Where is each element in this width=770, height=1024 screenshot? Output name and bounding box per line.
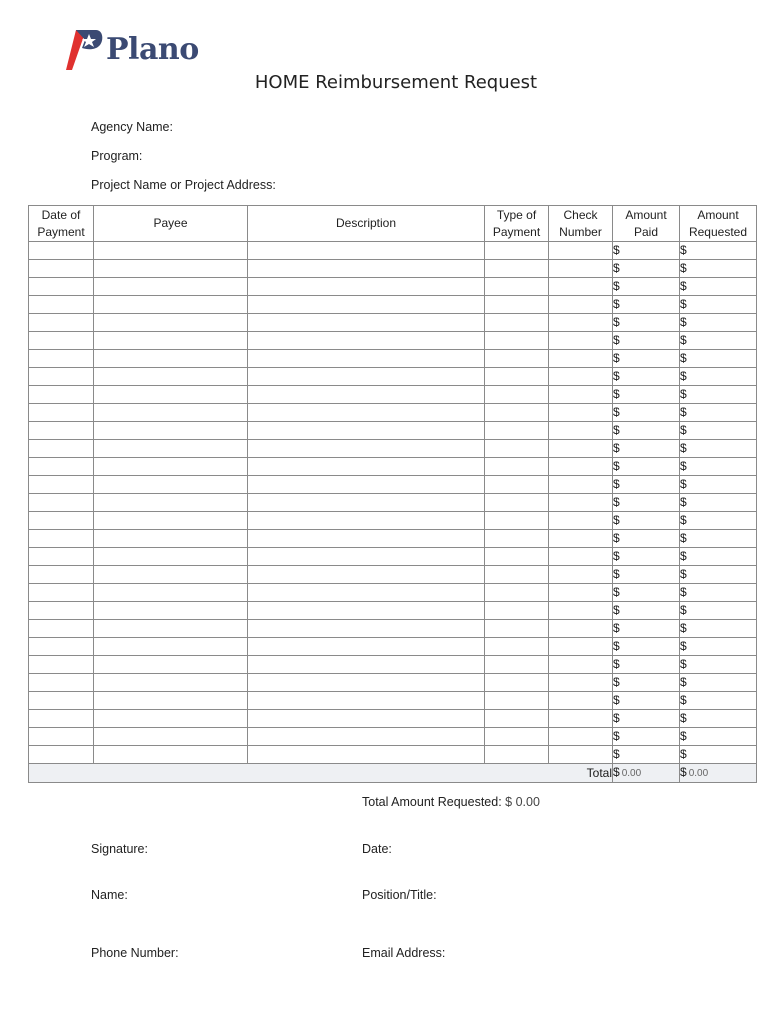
table-cell[interactable]: $ <box>680 620 757 638</box>
table-row <box>29 242 757 260</box>
table-cell[interactable] <box>485 350 549 368</box>
column-header: Type of Payment <box>485 206 549 242</box>
table-cell[interactable] <box>485 476 549 494</box>
total-row <box>29 764 757 783</box>
table-cell[interactable]: $ <box>613 440 680 458</box>
table-row <box>29 746 757 764</box>
table-row <box>29 620 757 638</box>
table-cell[interactable]: $ <box>613 674 680 692</box>
table-cell[interactable] <box>29 368 94 386</box>
table-cell[interactable] <box>549 332 613 350</box>
table-cell[interactable] <box>549 404 613 422</box>
table-cell[interactable]: $ <box>613 494 680 512</box>
table-cell[interactable] <box>29 476 94 494</box>
email-label: Email Address: <box>362 946 446 960</box>
table-cell[interactable] <box>485 458 549 476</box>
table-cell[interactable] <box>94 548 248 566</box>
table-row <box>29 278 757 296</box>
table-row <box>29 692 757 710</box>
table-cell[interactable]: $ <box>680 332 757 350</box>
table-cell[interactable] <box>29 692 94 710</box>
table-cell[interactable] <box>549 566 613 584</box>
column-header: Description <box>248 206 485 242</box>
table-cell[interactable]: $ <box>613 404 680 422</box>
table-cell[interactable]: $ <box>680 548 757 566</box>
table-cell[interactable] <box>549 260 613 278</box>
table-cell[interactable] <box>549 458 613 476</box>
table-row <box>29 350 757 368</box>
table-cell[interactable] <box>94 746 248 764</box>
signature-label: Signature: <box>91 842 148 856</box>
table-cell[interactable] <box>29 350 94 368</box>
table-cell[interactable]: $ <box>613 296 680 314</box>
table-cell[interactable] <box>29 548 94 566</box>
table-cell[interactable] <box>485 386 549 404</box>
table-cell[interactable] <box>94 602 248 620</box>
date-label: Date: <box>362 842 392 856</box>
table-cell[interactable]: $ <box>613 278 680 296</box>
table-cell[interactable]: $ <box>613 242 680 260</box>
table-row <box>29 260 757 278</box>
table-cell[interactable]: $ <box>613 512 680 530</box>
table-cell[interactable] <box>94 440 248 458</box>
column-header: Amount Paid <box>613 206 680 242</box>
table-cell[interactable] <box>549 296 613 314</box>
page-title: HOME Reimbursement Request <box>254 72 538 93</box>
table-cell[interactable] <box>94 656 248 674</box>
column-header: Amount Requested <box>680 206 757 242</box>
table-cell[interactable] <box>29 458 94 476</box>
table-cell[interactable] <box>94 566 248 584</box>
table-header-row <box>29 206 757 242</box>
column-header: Payee <box>94 206 248 242</box>
table-cell[interactable] <box>29 278 94 296</box>
table-cell[interactable] <box>485 260 549 278</box>
table-cell[interactable]: $ <box>613 548 680 566</box>
table-cell[interactable] <box>29 638 94 656</box>
table-cell[interactable]: $ <box>613 638 680 656</box>
table-cell[interactable] <box>248 350 485 368</box>
table-cell[interactable]: $ <box>680 458 757 476</box>
table-cell[interactable] <box>485 728 549 746</box>
table-cell[interactable] <box>248 260 485 278</box>
table-cell[interactable] <box>248 332 485 350</box>
table-row <box>29 710 757 728</box>
table-cell[interactable] <box>549 638 613 656</box>
table-row <box>29 476 757 494</box>
table-row <box>29 422 757 440</box>
table-cell[interactable] <box>94 476 248 494</box>
table-cell[interactable] <box>485 512 549 530</box>
table-cell[interactable] <box>248 566 485 584</box>
table-cell[interactable] <box>485 368 549 386</box>
table-cell[interactable] <box>248 404 485 422</box>
table-cell[interactable] <box>94 728 248 746</box>
table-body <box>29 242 757 764</box>
table-cell[interactable] <box>94 332 248 350</box>
table-cell[interactable] <box>248 638 485 656</box>
table-cell[interactable]: $ <box>613 332 680 350</box>
table-cell[interactable] <box>248 242 485 260</box>
table-cell[interactable]: $ <box>680 512 757 530</box>
table-cell[interactable] <box>29 296 94 314</box>
table-cell[interactable]: $ <box>680 296 757 314</box>
table-row <box>29 602 757 620</box>
table-cell[interactable] <box>549 386 613 404</box>
table-cell[interactable] <box>248 656 485 674</box>
table-cell[interactable] <box>29 332 94 350</box>
table-cell[interactable] <box>485 296 549 314</box>
table-cell[interactable]: $ <box>680 530 757 548</box>
table-cell[interactable] <box>549 602 613 620</box>
table-cell[interactable] <box>549 746 613 764</box>
table-cell[interactable] <box>29 584 94 602</box>
table-cell[interactable] <box>29 494 94 512</box>
table-cell[interactable]: $ <box>680 368 757 386</box>
table-cell[interactable] <box>94 530 248 548</box>
table-cell[interactable] <box>485 566 549 584</box>
table-row <box>29 566 757 584</box>
table-cell[interactable]: $ <box>613 314 680 332</box>
table-row <box>29 638 757 656</box>
table-cell[interactable]: $ <box>680 440 757 458</box>
table-cell[interactable] <box>29 746 94 764</box>
table-cell[interactable] <box>29 386 94 404</box>
table-cell[interactable] <box>94 350 248 368</box>
table-cell[interactable] <box>94 638 248 656</box>
table-cell[interactable] <box>94 422 248 440</box>
table-cell[interactable] <box>549 440 613 458</box>
table-cell[interactable] <box>29 602 94 620</box>
table-cell[interactable]: $ <box>613 746 680 764</box>
table-cell[interactable]: $ <box>613 566 680 584</box>
table-cell[interactable] <box>94 692 248 710</box>
total-amount-requested: $ 0.00 <box>680 764 757 783</box>
table-cell[interactable] <box>94 368 248 386</box>
table-cell[interactable] <box>29 242 94 260</box>
table-cell[interactable] <box>248 710 485 728</box>
table-cell[interactable] <box>248 674 485 692</box>
table-cell[interactable] <box>248 296 485 314</box>
table-cell[interactable]: $ <box>680 674 757 692</box>
table-cell[interactable] <box>248 620 485 638</box>
table-cell[interactable]: $ <box>613 710 680 728</box>
table-row <box>29 314 757 332</box>
program-label: Program: <box>91 149 143 163</box>
table-cell[interactable] <box>485 314 549 332</box>
logo-text: Plano <box>106 31 199 67</box>
table-cell[interactable]: $ <box>613 476 680 494</box>
table-cell[interactable] <box>248 494 485 512</box>
table-cell[interactable] <box>549 728 613 746</box>
table-cell[interactable] <box>94 296 248 314</box>
table-cell[interactable] <box>29 674 94 692</box>
table-cell[interactable]: $ <box>680 494 757 512</box>
table-cell[interactable] <box>549 620 613 638</box>
table-cell[interactable]: $ <box>613 656 680 674</box>
table-cell[interactable] <box>94 494 248 512</box>
table-cell[interactable] <box>94 278 248 296</box>
agency-name-label: Agency Name: <box>91 120 173 134</box>
table-cell[interactable] <box>248 278 485 296</box>
position-label: Position/Title: <box>362 888 437 902</box>
table-cell[interactable]: $ <box>680 386 757 404</box>
table-cell[interactable] <box>29 260 94 278</box>
table-cell[interactable] <box>29 620 94 638</box>
table-cell[interactable] <box>94 314 248 332</box>
table-cell[interactable] <box>29 422 94 440</box>
table-cell[interactable] <box>549 710 613 728</box>
payment-table <box>28 205 757 783</box>
table-cell[interactable]: $ <box>680 242 757 260</box>
table-cell[interactable] <box>29 728 94 746</box>
table-row <box>29 674 757 692</box>
total-amount-value: $ 0.00 <box>505 795 540 809</box>
table-cell[interactable] <box>94 386 248 404</box>
table-cell[interactable] <box>94 404 248 422</box>
table-cell[interactable]: $ <box>680 260 757 278</box>
table-cell[interactable]: $ <box>680 638 757 656</box>
table-cell[interactable]: $ <box>680 350 757 368</box>
table-row <box>29 296 757 314</box>
table-cell[interactable] <box>485 278 549 296</box>
table-cell[interactable] <box>29 530 94 548</box>
table-cell[interactable] <box>549 494 613 512</box>
table-cell[interactable] <box>485 602 549 620</box>
table-cell[interactable]: $ <box>680 476 757 494</box>
column-header: Check Number <box>549 206 613 242</box>
table-cell[interactable] <box>248 530 485 548</box>
table-cell[interactable] <box>549 278 613 296</box>
table-cell[interactable]: $ <box>613 602 680 620</box>
table-cell[interactable]: $ <box>613 260 680 278</box>
table-cell[interactable] <box>248 602 485 620</box>
table-cell[interactable]: $ <box>680 692 757 710</box>
table-cell[interactable] <box>485 746 549 764</box>
table-cell[interactable] <box>485 620 549 638</box>
table-row <box>29 440 757 458</box>
plano-logo-icon <box>62 26 104 72</box>
plano-logo <box>62 26 199 72</box>
table-cell[interactable] <box>248 458 485 476</box>
table-cell[interactable] <box>549 476 613 494</box>
table-cell[interactable] <box>248 692 485 710</box>
table-cell[interactable] <box>94 260 248 278</box>
table-row <box>29 530 757 548</box>
table-cell[interactable] <box>549 314 613 332</box>
table-cell[interactable] <box>485 440 549 458</box>
table-row <box>29 332 757 350</box>
table-cell[interactable]: $ <box>613 368 680 386</box>
table-cell[interactable] <box>248 440 485 458</box>
table-cell[interactable] <box>485 332 549 350</box>
total-label: Total <box>29 764 613 783</box>
table-cell[interactable] <box>94 674 248 692</box>
table-cell[interactable] <box>248 476 485 494</box>
table-cell[interactable] <box>549 350 613 368</box>
table-cell[interactable] <box>248 368 485 386</box>
column-header: Date of Payment <box>29 206 94 242</box>
table-cell[interactable]: $ <box>680 314 757 332</box>
table-row <box>29 404 757 422</box>
table-cell[interactable] <box>29 710 94 728</box>
table-cell[interactable] <box>248 512 485 530</box>
table-cell[interactable] <box>549 548 613 566</box>
table-cell[interactable]: $ <box>613 350 680 368</box>
table-cell[interactable] <box>94 242 248 260</box>
table-row <box>29 458 757 476</box>
table-cell[interactable] <box>29 512 94 530</box>
table-cell[interactable]: $ <box>680 656 757 674</box>
table-cell[interactable] <box>29 566 94 584</box>
table-cell[interactable] <box>485 638 549 656</box>
table-cell[interactable] <box>485 530 549 548</box>
table-cell[interactable] <box>549 422 613 440</box>
name-label: Name: <box>91 888 128 902</box>
table-cell[interactable]: $ <box>613 620 680 638</box>
table-cell[interactable] <box>248 314 485 332</box>
table-cell[interactable] <box>29 314 94 332</box>
table-row <box>29 494 757 512</box>
table-cell[interactable] <box>549 692 613 710</box>
table-cell[interactable] <box>248 422 485 440</box>
table-cell[interactable] <box>485 674 549 692</box>
table-cell[interactable]: $ <box>680 404 757 422</box>
table-cell[interactable] <box>549 584 613 602</box>
table-cell[interactable]: $ <box>680 566 757 584</box>
table-cell[interactable] <box>248 548 485 566</box>
table-cell[interactable] <box>94 584 248 602</box>
table-cell[interactable] <box>485 242 549 260</box>
table-cell[interactable] <box>94 710 248 728</box>
table-cell[interactable]: $ <box>613 422 680 440</box>
table-cell[interactable] <box>485 404 549 422</box>
total-amount-paid: $ 0.00 <box>613 764 680 783</box>
table-row <box>29 386 757 404</box>
table-cell[interactable] <box>94 458 248 476</box>
table-cell[interactable] <box>485 422 549 440</box>
table-cell[interactable]: $ <box>680 710 757 728</box>
table-cell[interactable]: $ <box>680 746 757 764</box>
table-cell[interactable] <box>94 620 248 638</box>
table-cell[interactable]: $ <box>680 584 757 602</box>
table-cell[interactable]: $ <box>613 584 680 602</box>
table-cell[interactable] <box>549 674 613 692</box>
table-cell[interactable] <box>485 692 549 710</box>
table-cell[interactable] <box>248 386 485 404</box>
table-cell[interactable] <box>29 656 94 674</box>
table-cell[interactable] <box>485 548 549 566</box>
table-cell[interactable] <box>549 530 613 548</box>
table-cell[interactable]: $ <box>680 278 757 296</box>
table-cell[interactable] <box>248 728 485 746</box>
table-cell[interactable] <box>549 512 613 530</box>
phone-label: Phone Number: <box>91 946 179 960</box>
total-amount-requested-line <box>362 795 540 809</box>
total-amount-label: Total Amount Requested: <box>362 795 502 809</box>
table-cell[interactable]: $ <box>613 458 680 476</box>
table-cell[interactable] <box>485 710 549 728</box>
table-row <box>29 728 757 746</box>
table-cell[interactable] <box>29 440 94 458</box>
table-cell[interactable] <box>29 404 94 422</box>
table-cell[interactable] <box>94 512 248 530</box>
table-row <box>29 368 757 386</box>
table-cell[interactable]: $ <box>680 422 757 440</box>
table-cell[interactable]: $ <box>613 728 680 746</box>
table-cell[interactable] <box>549 242 613 260</box>
table-row <box>29 512 757 530</box>
table-cell[interactable]: $ <box>613 530 680 548</box>
table-cell[interactable]: $ <box>680 728 757 746</box>
table-cell[interactable] <box>485 584 549 602</box>
table-row <box>29 548 757 566</box>
table-cell[interactable] <box>549 656 613 674</box>
table-cell[interactable] <box>485 494 549 512</box>
table-cell[interactable] <box>248 584 485 602</box>
table-cell[interactable] <box>485 656 549 674</box>
table-cell[interactable] <box>248 746 485 764</box>
table-row <box>29 584 757 602</box>
table-cell[interactable]: $ <box>613 692 680 710</box>
project-label: Project Name or Project Address: <box>91 178 276 192</box>
table-cell[interactable]: $ <box>680 602 757 620</box>
table-row <box>29 656 757 674</box>
table-cell[interactable] <box>549 368 613 386</box>
table-cell[interactable]: $ <box>613 386 680 404</box>
